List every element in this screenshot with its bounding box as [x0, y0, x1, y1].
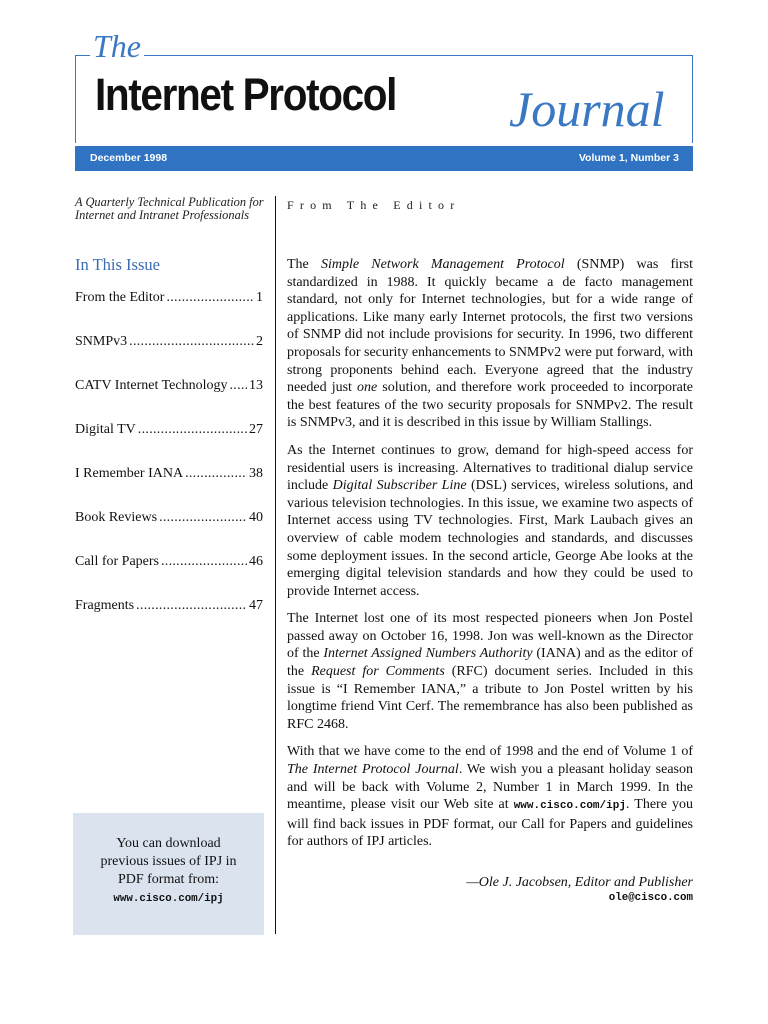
tagline: A Quarterly Technical Publication for Internet and Intranet Professionals: [75, 195, 264, 222]
toc-leader: [138, 422, 247, 466]
download-url-link[interactable]: www.cisco.com/ipj: [113, 893, 224, 905]
issue-volume: Volume 1, Number 3: [578, 152, 679, 164]
toc-item-page: 2: [256, 334, 263, 349]
toc-item[interactable]: [75, 290, 263, 334]
toc-item[interactable]: [75, 554, 263, 598]
issue-date: December 1998: [90, 152, 168, 164]
editor-article: [287, 256, 693, 861]
toc-item-title: I Remember IANA: [75, 466, 184, 481]
paragraph-closing: With that we have come to the end of 1998 and the end of Volume 1 of The Internet Protocol Journal. We wish you a pleasant holiday season and will be back with Volume 2, Number 1 in March 1999. In the meantime, please visit our Web site at www.cisco.com/ipj. There you will find back issues in PDF format, our Call for Papers and guidelines for authors of IPJ articles.: [287, 744, 694, 850]
toc-leader: [136, 598, 247, 642]
toc-leader: [166, 290, 254, 334]
toc-leader: [185, 466, 247, 510]
toc-title: In This Issue: [75, 255, 160, 274]
toc-item-page: 40: [249, 510, 263, 525]
masthead-journal: Journal: [509, 81, 665, 137]
editor-email-link[interactable]: ole@cisco.com: [608, 892, 693, 904]
toc-item-page: 46: [249, 554, 263, 569]
toc-item-title: SNMPv3: [75, 334, 128, 349]
signoff: [287, 874, 693, 905]
masthead-the: The: [90, 30, 144, 62]
issue-bar: [75, 146, 693, 171]
toc-item[interactable]: [75, 422, 263, 466]
toc-item[interactable]: [75, 334, 263, 378]
masthead-title: Internet Protocol: [95, 69, 397, 120]
toc-item-page: 13: [249, 378, 263, 393]
toc-item[interactable]: [75, 598, 263, 642]
editor-heading: From The Editor: [287, 198, 461, 212]
toc-leader: [161, 554, 247, 598]
toc-item-page: 47: [249, 598, 263, 613]
toc-item-title: Fragments: [75, 598, 135, 613]
toc-item-title: CATV Internet Technology: [75, 378, 228, 393]
website-link[interactable]: www.cisco.com/ipj: [513, 800, 626, 813]
table-of-contents: [75, 290, 263, 642]
toc-leader: [159, 510, 247, 554]
download-box: [73, 813, 264, 935]
signature: —Ole J. Jacobsen, Editor and Publisher: [466, 875, 693, 890]
download-line-1: You can download: [116, 836, 221, 851]
toc-item-page: 1: [256, 290, 263, 305]
paragraph-snmp: The Simple Network Management Protocol (SNMP) was first standardized in 1988. It quickly became a de facto management standard, not only for Internet technologies, but for a wide range of applications. Like many early Internet protocols, the first two versions of SNMP did not include provisions for security. In 1996, two different proposals for security enhancements to SNMPv2 were put forward, with strong proponents behind each. Everyone agreed that the industry needed just one solution, and therefore work proceeded to incorporate the best features of the two security proposals for SNMPv2. The result is SNMPv3, and it is described in this issue by William Stallings.: [287, 257, 694, 431]
paragraph-internet-access: As the Internet continues to grow, demand for high-speed access for residential users is increasing. Alternatives to traditional dialup service include Digital Subscriber Line (DSL) services, wireless solutions, and various television technologies. In this issue, we examine two aspects of Internet access using TV technologies. First, Mark Laubach gives an overview of cable modem technologies and standards, and discusses some deployment issues. In the second article, George Abe looks at the emerging digital television standards and how they could be used to provide Internet access.: [287, 442, 693, 599]
toc-item-title: Book Reviews: [75, 510, 158, 525]
paragraph-jon-postel: The Internet lost one of its most respected pioneers when Jon Postel passed away on October 16, 1998. Jon was well-known as the Director of the Internet Assigned Numbers Authority (IANA) and as the editor of the Request for Comments (RFC) document series. Included in this issue is “I Remember IANA,” a tribute to Jon Postel written by his longtime friend Vint Cerf. The remembrance has also been published as RFC 2468.: [287, 611, 694, 732]
download-line-2: previous issues of IPJ in: [100, 854, 237, 869]
toc-leader: [129, 334, 254, 378]
download-line-3: PDF format from:: [117, 872, 220, 887]
toc-item[interactable]: [75, 378, 263, 422]
toc-item-page: 38: [249, 466, 263, 481]
toc-item[interactable]: [75, 466, 263, 510]
toc-item-title: Call for Papers: [75, 554, 159, 569]
toc-item-title: Digital TV: [75, 422, 136, 437]
column-divider: [275, 196, 276, 934]
toc-leader: [229, 378, 247, 422]
toc-item-title: From the Editor: [75, 290, 165, 305]
toc-item-page: 27: [249, 422, 263, 437]
toc-item[interactable]: [75, 510, 263, 554]
